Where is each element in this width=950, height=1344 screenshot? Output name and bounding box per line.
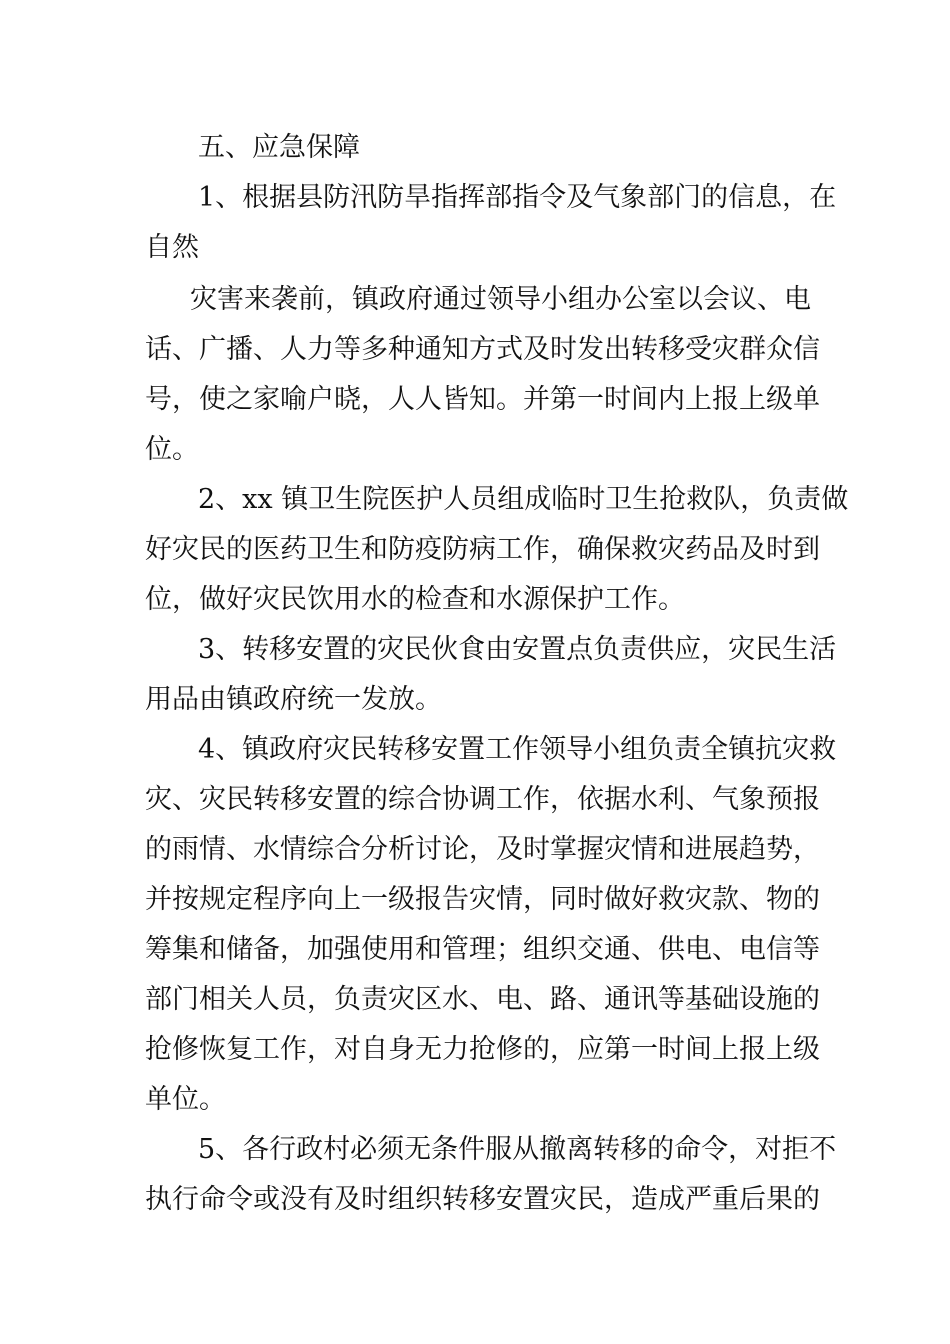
paragraph-2-line-1: 灾害来袭前，镇政府通过领导小组办公室以会议、电 bbox=[190, 284, 811, 315]
paragraph-3-line-1: 2、xx 镇卫生院医护人员组成临时卫生抢救队，负责做 bbox=[198, 484, 849, 515]
paragraph-5-line-7: 抢修恢复工作，对自身无力抢修的，应第一时间上报上级 bbox=[145, 1034, 820, 1065]
section-heading: 五、应急保障 bbox=[198, 132, 360, 163]
paragraph-6-line-1: 5、各行政村必须无条件服从撤离转移的命令，对拒不 bbox=[198, 1134, 837, 1165]
paragraph-5-line-6: 部门相关人员，负责灾区水、电、路、通讯等基础设施的 bbox=[145, 984, 820, 1015]
paragraph-5-line-4: 并按规定程序向上一级报告灾情，同时做好救灾款、物的 bbox=[145, 884, 820, 915]
paragraph-1-line-1: 1、根据县防汛防旱指挥部指令及气象部门的信息，在 bbox=[198, 182, 837, 213]
paragraph-4-line-2: 用品由镇政府统一发放。 bbox=[145, 684, 442, 715]
paragraph-3-line-2: 好灾民的医药卫生和防疫防病工作，确保救灾药品及时到 bbox=[145, 534, 820, 565]
paragraph-2-line-3: 号，使之家喻户晓，人人皆知。并第一时间内上报上级单 bbox=[145, 384, 820, 415]
paragraph-5-line-5: 筹集和储备，加强使用和管理；组织交通、供电、电信等 bbox=[145, 934, 820, 965]
paragraph-3-line-3: 位，做好灾民饮用水的检查和水源保护工作。 bbox=[145, 584, 685, 615]
paragraph-5-line-3: 的雨情、水情综合分析讨论，及时掌握灾情和进展趋势， bbox=[145, 834, 820, 865]
paragraph-5-line-8: 单位。 bbox=[145, 1084, 226, 1115]
paragraph-4-line-1: 3、转移安置的灾民伙食由安置点负责供应，灾民生活 bbox=[198, 634, 837, 665]
paragraph-2-line-2: 话、广播、人力等多种通知方式及时发出转移受灾群众信 bbox=[145, 334, 820, 365]
paragraph-5-line-1: 4、镇政府灾民转移安置工作领导小组负责全镇抗灾救 bbox=[198, 734, 837, 765]
paragraph-6-line-2: 执行命令或没有及时组织转移安置灾民，造成严重后果的 bbox=[145, 1184, 820, 1215]
paragraph-1-line-2: 自然 bbox=[145, 232, 199, 263]
paragraph-5-line-2: 灾、灾民转移安置的综合协调工作，依据水利、气象预报 bbox=[145, 784, 820, 815]
paragraph-2-line-4: 位。 bbox=[145, 434, 199, 465]
